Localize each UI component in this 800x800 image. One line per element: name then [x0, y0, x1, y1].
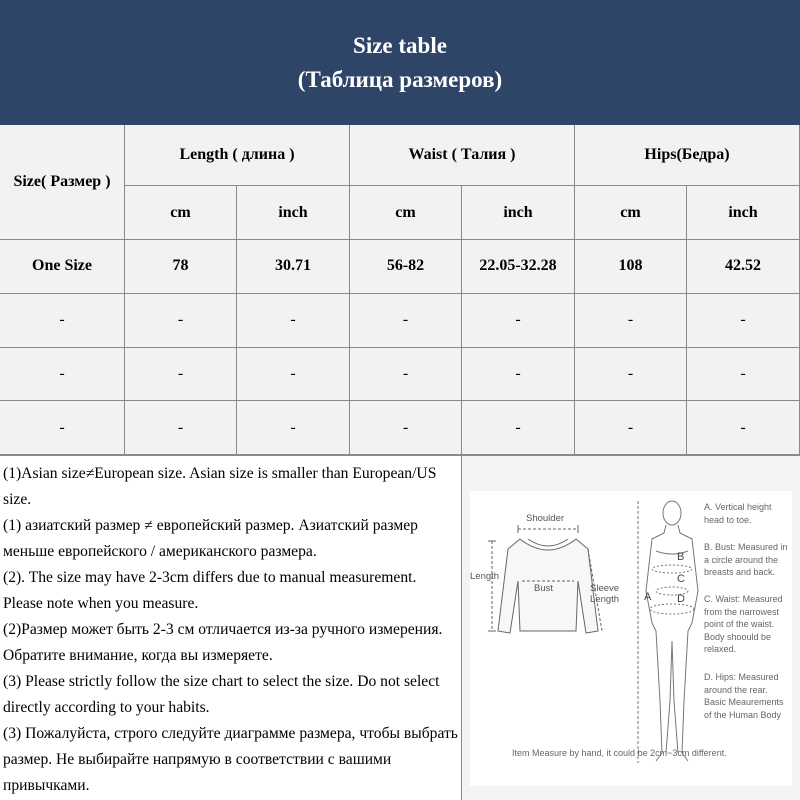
size-name-cell: -	[0, 348, 125, 402]
shoulder-label: Shoulder	[526, 513, 565, 524]
waist-header: Waist ( Талия )	[350, 125, 575, 186]
letter-a: A	[644, 591, 652, 603]
table-cell: 56-82	[350, 240, 462, 294]
note-3-en: (3) Please strictly follow the size chart to select the size. Do not select directly according to your habits.	[3, 673, 440, 716]
note-3-ru: (3) Пожалуйста, строго следуйте диаграмме размера, чтобы выбрать размер. Не выбирайте напрямую в соответствии с вашими привычками.	[3, 725, 458, 794]
title-english: Size table	[353, 32, 447, 58]
bust-label: Bust	[534, 583, 554, 594]
table-cell: -	[687, 401, 800, 455]
note-bust: B. Bust: Measured in a circle around the breasts and back.	[704, 542, 788, 577]
note-vertical-height: A. Vertical height head to toe.	[704, 502, 772, 525]
table-cell: -	[462, 401, 575, 455]
note-2-ru: (2)Размер может быть 2-3 см отличается из-за ручного измерения. Обратите внимание, когда вы измеряете.	[3, 621, 443, 664]
size-table	[0, 125, 800, 455]
unit-header: cm	[350, 186, 462, 240]
table-cell: -	[125, 294, 237, 348]
table-cell: 22.05-32.28	[462, 240, 575, 294]
sleeve-length-label: Sleeve Length	[590, 583, 620, 605]
note-hips: D. Hips: Measured around the rear. Basic Meaurements of the Human Body	[704, 672, 784, 720]
table-cell: -	[687, 294, 800, 348]
measure-footer: Item Measure by hand, it could be 2cm~3cm different.	[512, 748, 727, 758]
size-name-cell: -	[0, 401, 125, 455]
table-cell: 30.71	[237, 240, 350, 294]
unit-header: inch	[687, 186, 800, 240]
hips-header: Hips(Бедра)	[575, 125, 800, 186]
table-cell: -	[462, 294, 575, 348]
note-1-ru: (1) азиатский размер ≠ европейский размер. Азиатский размер меньше европейского / американского размера.	[3, 517, 418, 560]
letter-d: D	[677, 593, 685, 605]
length-label: Length	[470, 571, 500, 582]
table-cell: -	[350, 401, 462, 455]
table-cell: 42.52	[687, 240, 800, 294]
table-cell: -	[237, 348, 350, 402]
table-cell: -	[350, 294, 462, 348]
table-cell: -	[687, 348, 800, 402]
measurement-guide-panel	[462, 455, 800, 800]
note-1-en: (1)Asian size≠European size. Asian size is smaller than European/US size.	[3, 465, 437, 508]
table-cell: -	[575, 348, 687, 402]
letter-c: C	[677, 573, 685, 585]
measurement-guide-figure	[470, 491, 792, 786]
length-header: Length ( длина )	[125, 125, 350, 186]
table-cell: -	[125, 348, 237, 402]
size-notes	[0, 455, 462, 800]
table-cell: -	[462, 348, 575, 402]
table-cell: 78	[125, 240, 237, 294]
table-cell: 108	[575, 240, 687, 294]
size-table-header	[0, 0, 800, 125]
table-cell: -	[237, 401, 350, 455]
size-name-cell: One Size	[0, 240, 125, 294]
unit-header: inch	[462, 186, 575, 240]
table-cell: -	[237, 294, 350, 348]
letter-b: B	[677, 551, 685, 563]
unit-header: cm	[575, 186, 687, 240]
title-russian: (Таблица размеров)	[297, 66, 503, 92]
note-2-en: (2). The size may have 2-3cm differs due to manual measurement. Please note when you measure.	[3, 569, 417, 612]
unit-header: cm	[125, 186, 237, 240]
unit-header: inch	[237, 186, 350, 240]
size-name-cell: -	[0, 294, 125, 348]
table-cell: -	[125, 401, 237, 455]
note-waist: C. Waist: Measured from the narrowest point of the waist. Body shoould be relaxed.	[704, 594, 783, 654]
size-column-header: Size( Размер )	[0, 125, 125, 240]
table-cell: -	[575, 401, 687, 455]
table-cell: -	[575, 294, 687, 348]
table-cell: -	[350, 348, 462, 402]
